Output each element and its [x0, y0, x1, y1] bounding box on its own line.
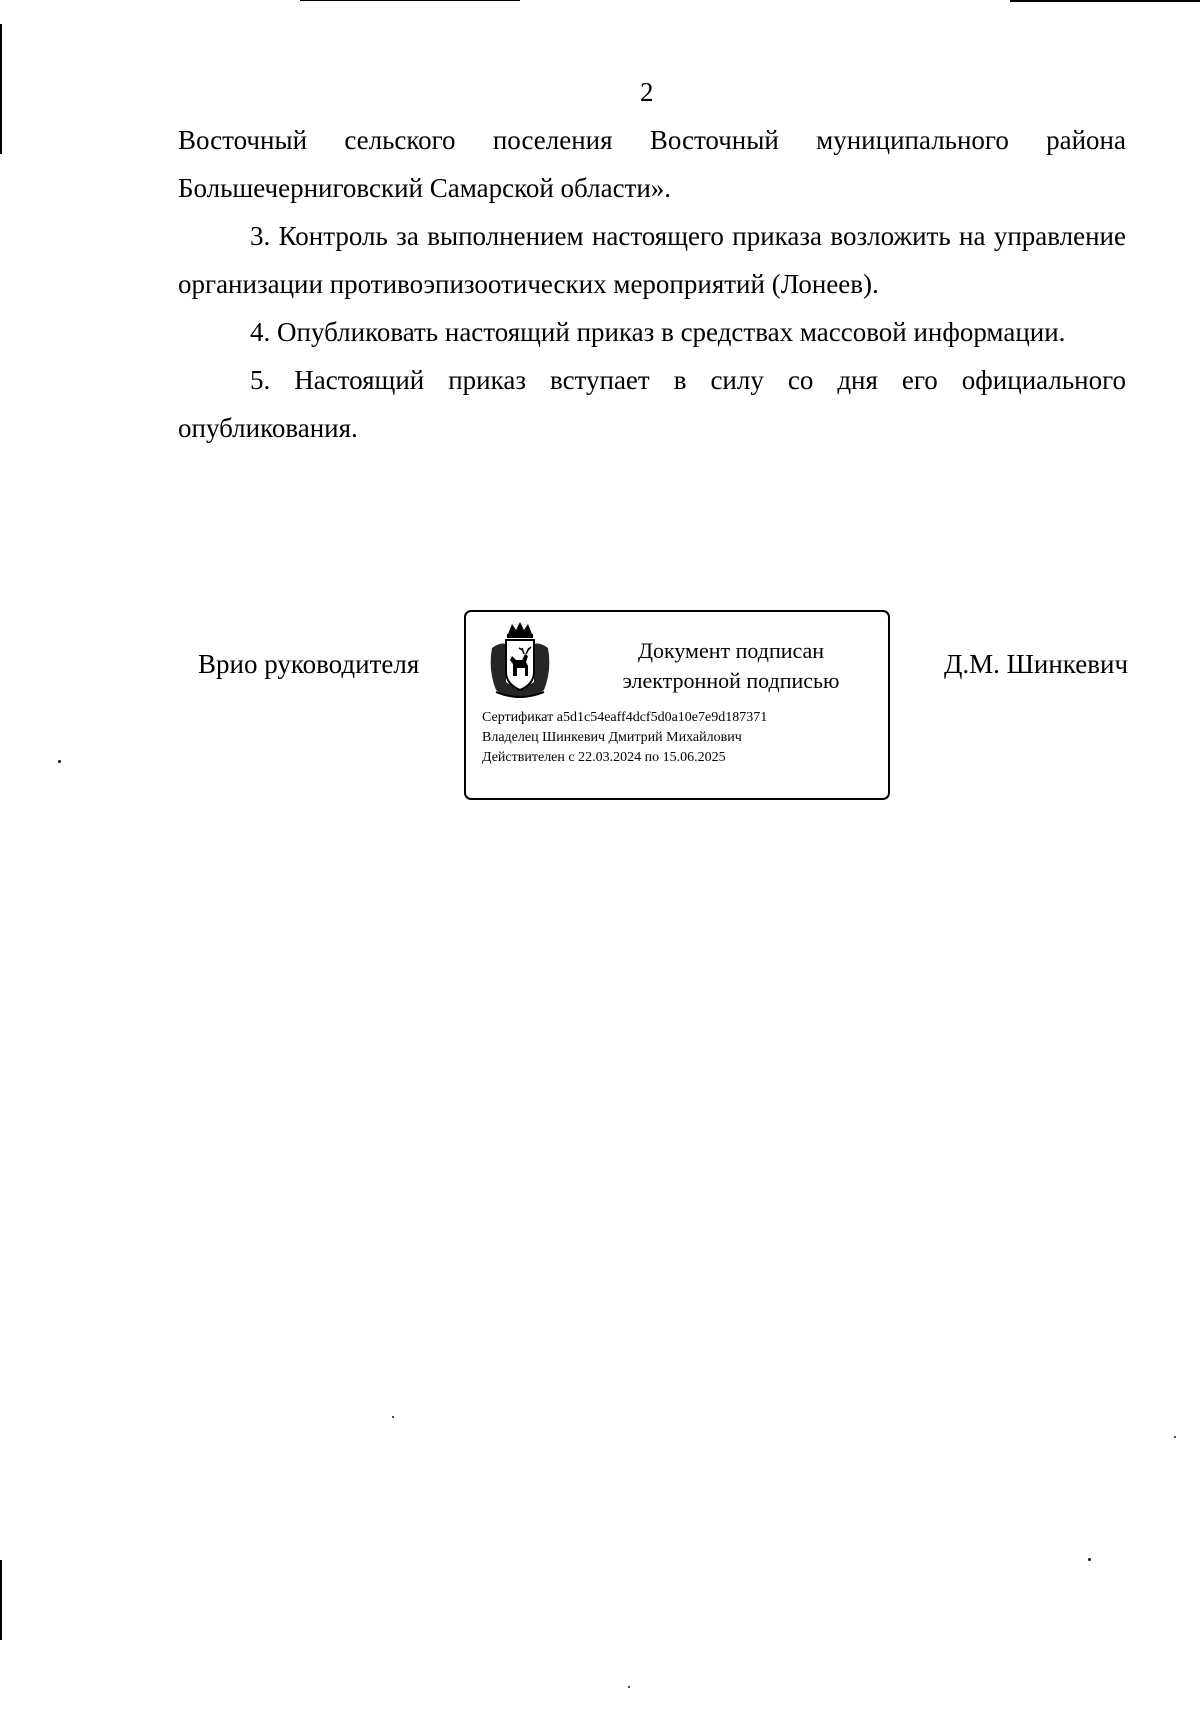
signer-name: Д.М. Шинкевич: [944, 649, 1129, 679]
stamp-heading-line1: Документ подписан: [637, 638, 825, 663]
scan-speck: [1088, 1558, 1091, 1561]
stamp-heading-line2: электронной подписью: [622, 668, 840, 693]
paragraph-continuation: Восточный сельского поселения Восточный муниципального района Большечерниговский Самарской области».: [178, 125, 1126, 203]
coat-of-arms-icon: [482, 620, 558, 700]
stamp-details: [482, 708, 882, 768]
paragraph-item-5: 5. Настоящий приказ вступает в силу со дня его официального опубликования.: [178, 365, 1126, 443]
signature-block: [0, 610, 1200, 810]
scan-speck: [1174, 1436, 1176, 1438]
scan-speck: [392, 1416, 394, 1418]
scan-edge-left-upper: [0, 24, 2, 154]
page-number: 2: [640, 77, 654, 107]
scan-edge-top-right: [1010, 0, 1200, 2]
scan-edge-top-left: [300, 0, 520, 1]
stamp-heading: [596, 636, 866, 696]
stamp-owner: Владелец Шинкевич Дмитрий Михайлович: [482, 730, 742, 745]
electronic-signature-stamp: [464, 610, 890, 800]
document-body: [178, 116, 1126, 452]
stamp-certificate: Сертификат a5d1c54eaff4dcf5d0a10e7e9d187371: [482, 710, 768, 725]
scan-edge-left-lower: [0, 1560, 2, 1640]
paragraph-item-3: 3. Контроль за выполнением настоящего приказа возложить на управление организации противоэпизоотических мероприятий (Лонеев).: [178, 221, 1126, 299]
scan-speck: [628, 1686, 630, 1688]
signer-position: Врио руководителя: [198, 649, 420, 679]
stamp-validity: Действителен с 22.03.2024 по 15.06.2025: [482, 750, 726, 765]
paragraph-item-4: 4. Опубликовать настоящий приказ в средствах массовой информации.: [250, 317, 1066, 347]
